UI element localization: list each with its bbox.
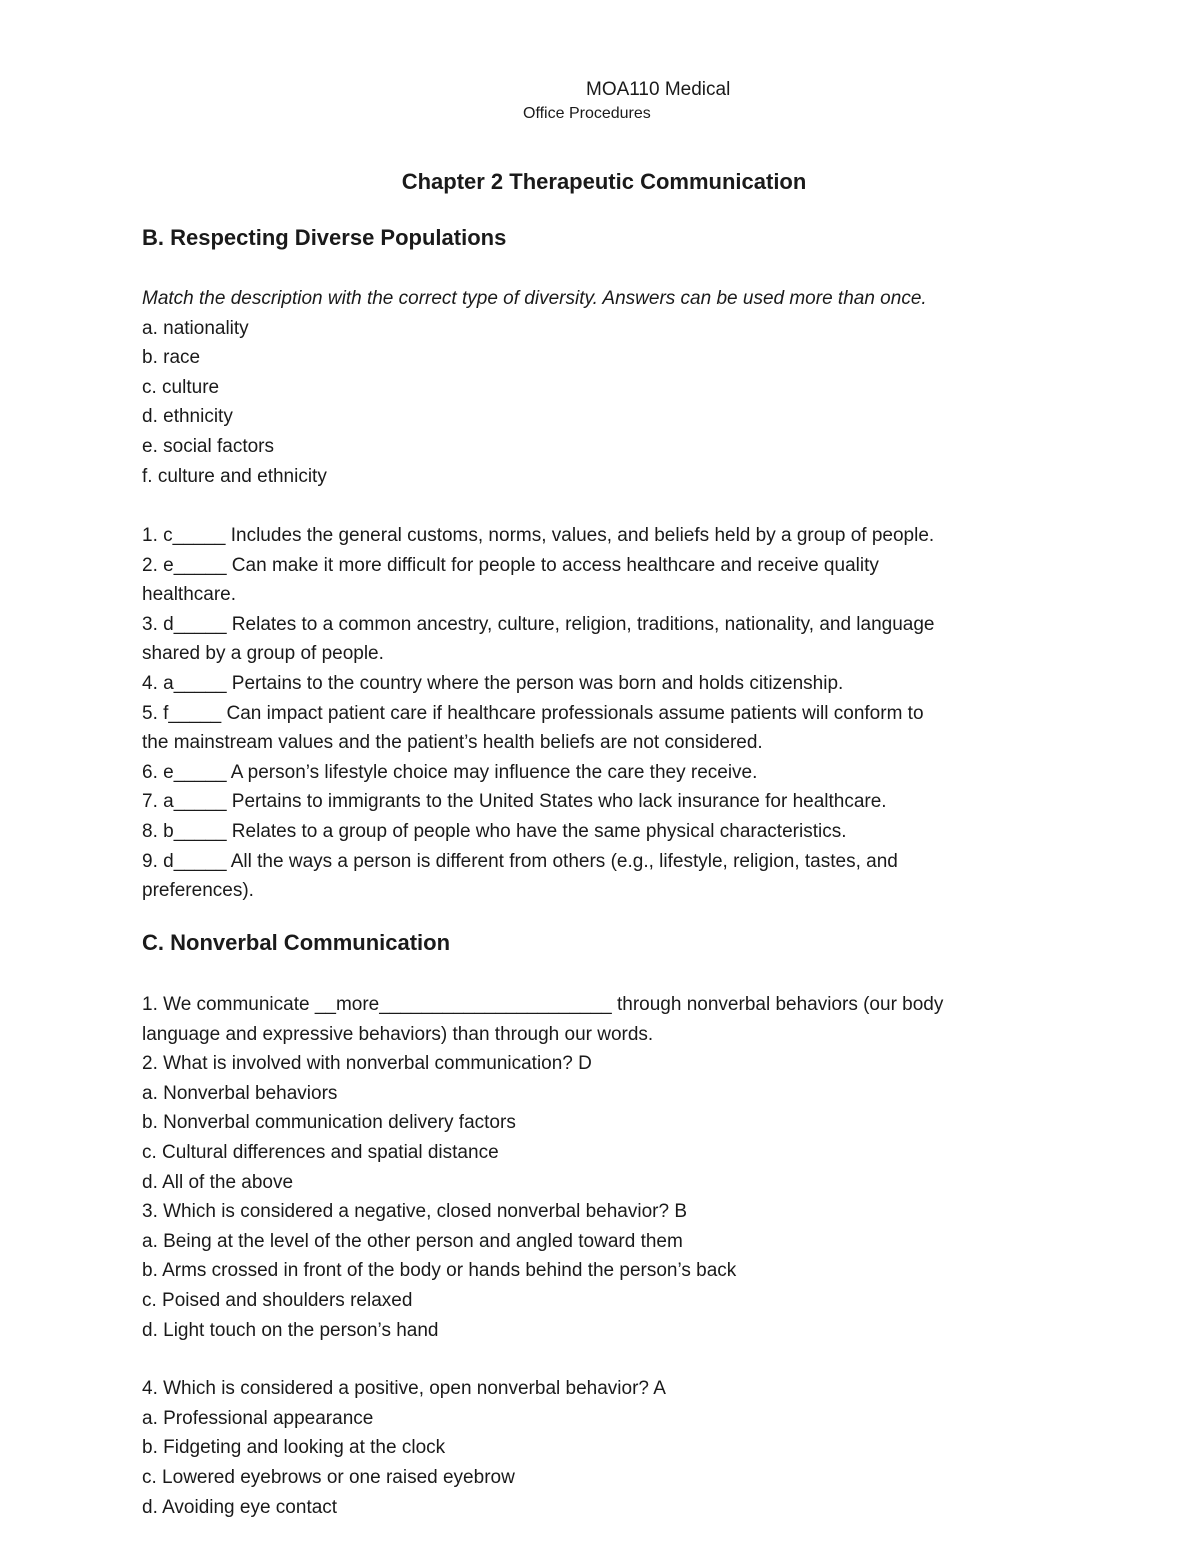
section-b-body bbox=[142, 284, 1062, 491]
question-4: 4. Which is considered a positive, open nonverbal behavior? A bbox=[142, 1378, 666, 1400]
matching-item-3-cont: shared by a group of people. bbox=[142, 643, 384, 665]
answer-option: b. Arms crossed in front of the body or hands behind the person’s back bbox=[142, 1260, 737, 1282]
question-1: 1. We communicate __more______________________ through nonverbal behaviors (our body bbox=[142, 994, 944, 1015]
answer-option: c. Lowered eyebrows or one raised eyebrow bbox=[142, 1466, 515, 1488]
answer-option: b. Nonverbal communication delivery factors bbox=[142, 1112, 516, 1134]
matching-item-4: 4. a_____ Pertains to the country where the person was born and holds citizenship. bbox=[142, 672, 844, 694]
matching-item-2: 2. e_____ Can make it more difficult for people to access healthcare and receive quality bbox=[142, 554, 879, 576]
matching-item-5-cont: the mainstream values and the patient’s health beliefs are not considered. bbox=[142, 732, 763, 754]
option-item: d. ethnicity bbox=[142, 406, 233, 428]
option-item: f. culture and ethnicity bbox=[142, 465, 327, 487]
question-2: 2. What is involved with nonverbal communication? D bbox=[142, 1053, 592, 1075]
question-1-cont: language and expressive behaviors) than through our words. bbox=[142, 1023, 654, 1045]
matching-item-8: 8. b_____ Relates to a group of people who have the same physical characteristics. bbox=[142, 820, 847, 842]
answer-option: c. Cultural differences and spatial distance bbox=[142, 1141, 499, 1163]
option-item: a. nationality bbox=[142, 317, 249, 339]
option-item: c. culture bbox=[142, 376, 220, 398]
matching-item-5: 5. f_____ Can impact patient care if healthcare professionals assume patients will conform to bbox=[142, 702, 924, 724]
option-item: b. race bbox=[142, 347, 201, 369]
matching-item-6: 6. e_____ A person’s lifestyle choice may influence the care they receive. bbox=[142, 761, 758, 783]
spacer bbox=[142, 1345, 1062, 1374]
answer-option: c. Poised and shoulders relaxed bbox=[142, 1289, 413, 1311]
course-title: MOA110 Medical bbox=[586, 79, 731, 100]
section-b bbox=[142, 224, 1062, 252]
matching-item-7: 7. a_____ Pertains to immigrants to the United States who lack insurance for healthcare. bbox=[142, 791, 887, 813]
option-item: e. social factors bbox=[142, 435, 274, 457]
matching-item-9-cont: preferences). bbox=[142, 880, 254, 902]
section-c-heading: C. Nonverbal Communication bbox=[142, 930, 451, 955]
matching-item-1: 1. c_____ Includes the general customs, norms, values, and beliefs held by a group of people. bbox=[142, 525, 935, 546]
answer-option: a. Nonverbal behaviors bbox=[142, 1082, 338, 1104]
answer-option: d. All of the above bbox=[142, 1171, 294, 1193]
answer-option: d. Avoiding eye contact bbox=[142, 1496, 338, 1518]
answer-option: b. Fidgeting and looking at the clock bbox=[142, 1437, 446, 1459]
answer-option: a. Professional appearance bbox=[142, 1407, 374, 1429]
answer-option: a. Being at the level of the other person and angled toward them bbox=[142, 1230, 683, 1252]
matching-instruction: Match the description with the correct type of diversity. Answers can be used more than once. bbox=[142, 288, 927, 309]
section-b-heading: B. Respecting Diverse Populations bbox=[142, 225, 507, 250]
matching-item-2-cont: healthcare. bbox=[142, 584, 237, 606]
course-subtitle: Office Procedures bbox=[523, 105, 651, 122]
question-3: 3. Which is considered a negative, closed nonverbal behavior? B bbox=[142, 1201, 687, 1223]
section-c-body bbox=[142, 990, 1062, 1522]
answer-option: d. Light touch on the person’s hand bbox=[142, 1319, 439, 1341]
chapter-title: Chapter 2 Therapeutic Communication bbox=[401, 169, 807, 194]
matching-item-9: 9. d_____ All the ways a person is different from others (e.g., lifestyle, religion, tastes, and bbox=[142, 850, 898, 872]
matching-items bbox=[142, 521, 1062, 906]
matching-item-3: 3. d_____ Relates to a common ancestry, culture, religion, traditions, nationality, and language bbox=[142, 613, 935, 635]
section-c bbox=[142, 929, 1062, 957]
